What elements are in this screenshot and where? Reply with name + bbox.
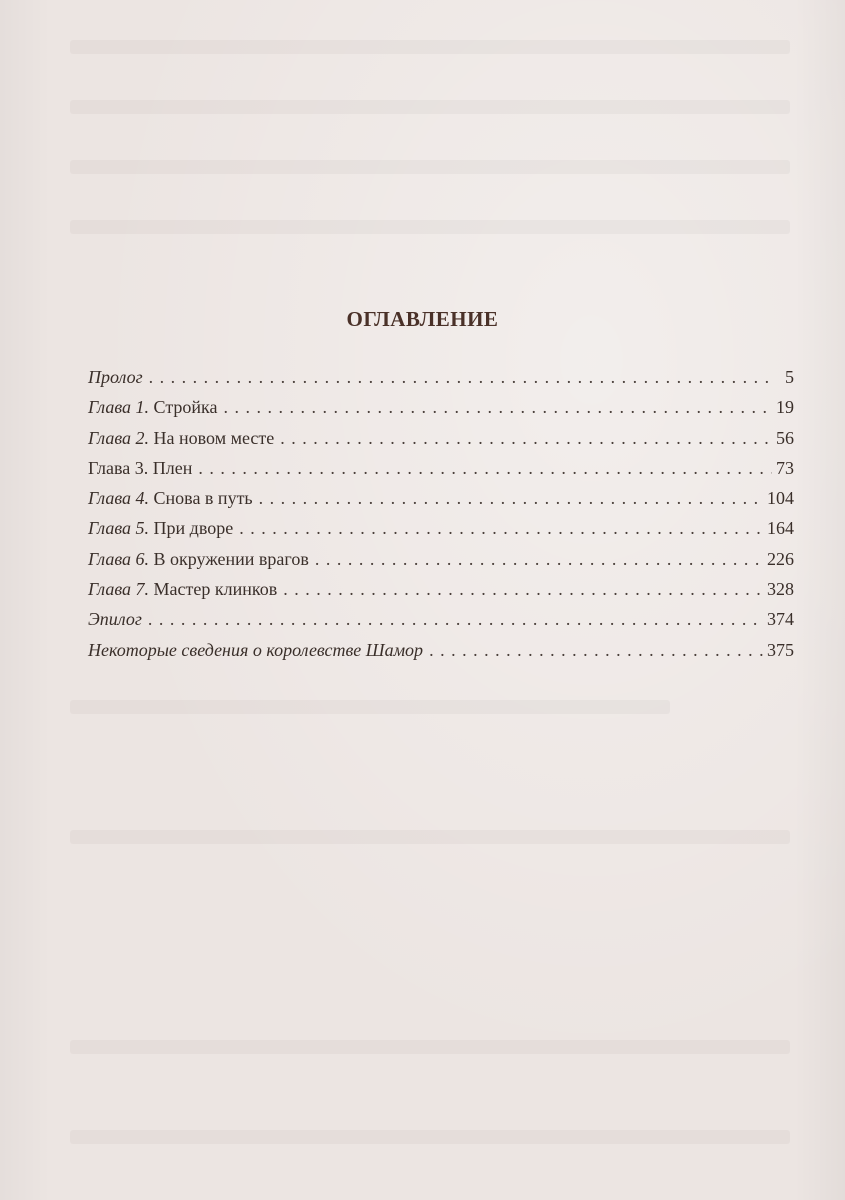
toc-entry-text: На новом месте (149, 427, 275, 448)
toc-page-number: 374 (767, 609, 794, 630)
toc-entry-label: Глава 7. (88, 579, 150, 600)
toc-entry-label: Глава 2. (88, 427, 150, 448)
toc-entry-label: Глава 1. (88, 397, 150, 418)
toc-entry (88, 635, 794, 665)
toc-entry-label: Глава 5. (88, 518, 150, 539)
toc-entry-title (88, 574, 277, 604)
dot-leader (315, 544, 763, 574)
toc-entry (88, 392, 794, 422)
toc-page-number: 56 (776, 427, 794, 448)
dot-leader (429, 635, 763, 665)
dot-leader (224, 392, 773, 422)
toc-entry-label: Глава 4. (88, 488, 150, 509)
toc-entry-text: Стройка (149, 397, 218, 418)
show-through-text (70, 830, 790, 844)
toc-page-number: 164 (767, 518, 794, 539)
toc-entry-label: Некоторые сведения о королевстве Шамор (88, 639, 424, 660)
toc-entry-text: Снова в путь (149, 488, 253, 509)
dot-leader (198, 453, 772, 483)
toc-entry-text: В окружении врагов (149, 548, 309, 569)
dot-leader (239, 513, 763, 543)
dot-leader (148, 604, 763, 634)
toc-entry (88, 544, 794, 574)
toc-entry (88, 362, 794, 392)
toc-page-number: 73 (776, 457, 794, 478)
toc-entry (88, 453, 794, 483)
toc-page-number: 19 (776, 397, 794, 418)
toc-entry (88, 483, 794, 513)
toc-page-number: 104 (767, 488, 794, 509)
toc-entry-label: Пролог (88, 367, 143, 387)
toc-entry-title (88, 483, 253, 513)
dot-leader (283, 574, 763, 604)
toc-entry-label: Глава 6. (88, 548, 150, 569)
toc-entry-title (88, 423, 274, 453)
dot-leader (280, 423, 772, 453)
toc-entry-title (88, 544, 309, 574)
toc-entry-title (88, 513, 233, 543)
toc-entry-text: При дворе (149, 518, 234, 539)
toc-entry (88, 574, 794, 604)
table-of-contents (88, 362, 794, 665)
toc-page-number: 328 (767, 579, 794, 600)
toc-entry (88, 513, 794, 543)
show-through-text (70, 220, 790, 234)
toc-entry-title (88, 453, 192, 483)
toc-entry-label: Эпилог (88, 609, 142, 630)
toc-entry (88, 423, 794, 453)
toc-entry-text: Мастер клинков (149, 579, 278, 600)
toc-entry-title (88, 362, 143, 392)
show-through-text (70, 1040, 790, 1054)
show-through-text (70, 100, 790, 114)
toc-page-number: 226 (767, 548, 794, 569)
dot-leader (259, 483, 763, 513)
show-through-text (70, 40, 790, 54)
toc-page-number: 375 (767, 639, 794, 660)
show-through-text (70, 1130, 790, 1144)
toc-entry-title (88, 604, 142, 634)
show-through-text (70, 700, 670, 714)
toc-page-number: 5 (785, 367, 794, 387)
page-title: ОГЛАВЛЕНИЕ (346, 307, 499, 331)
dot-leader (149, 362, 772, 392)
toc-entry-title (88, 392, 218, 422)
toc-entry-title (88, 635, 423, 665)
show-through-text (70, 160, 790, 174)
toc-entry-text: Глава 3. Плен (88, 457, 193, 478)
toc-entry (88, 604, 794, 634)
